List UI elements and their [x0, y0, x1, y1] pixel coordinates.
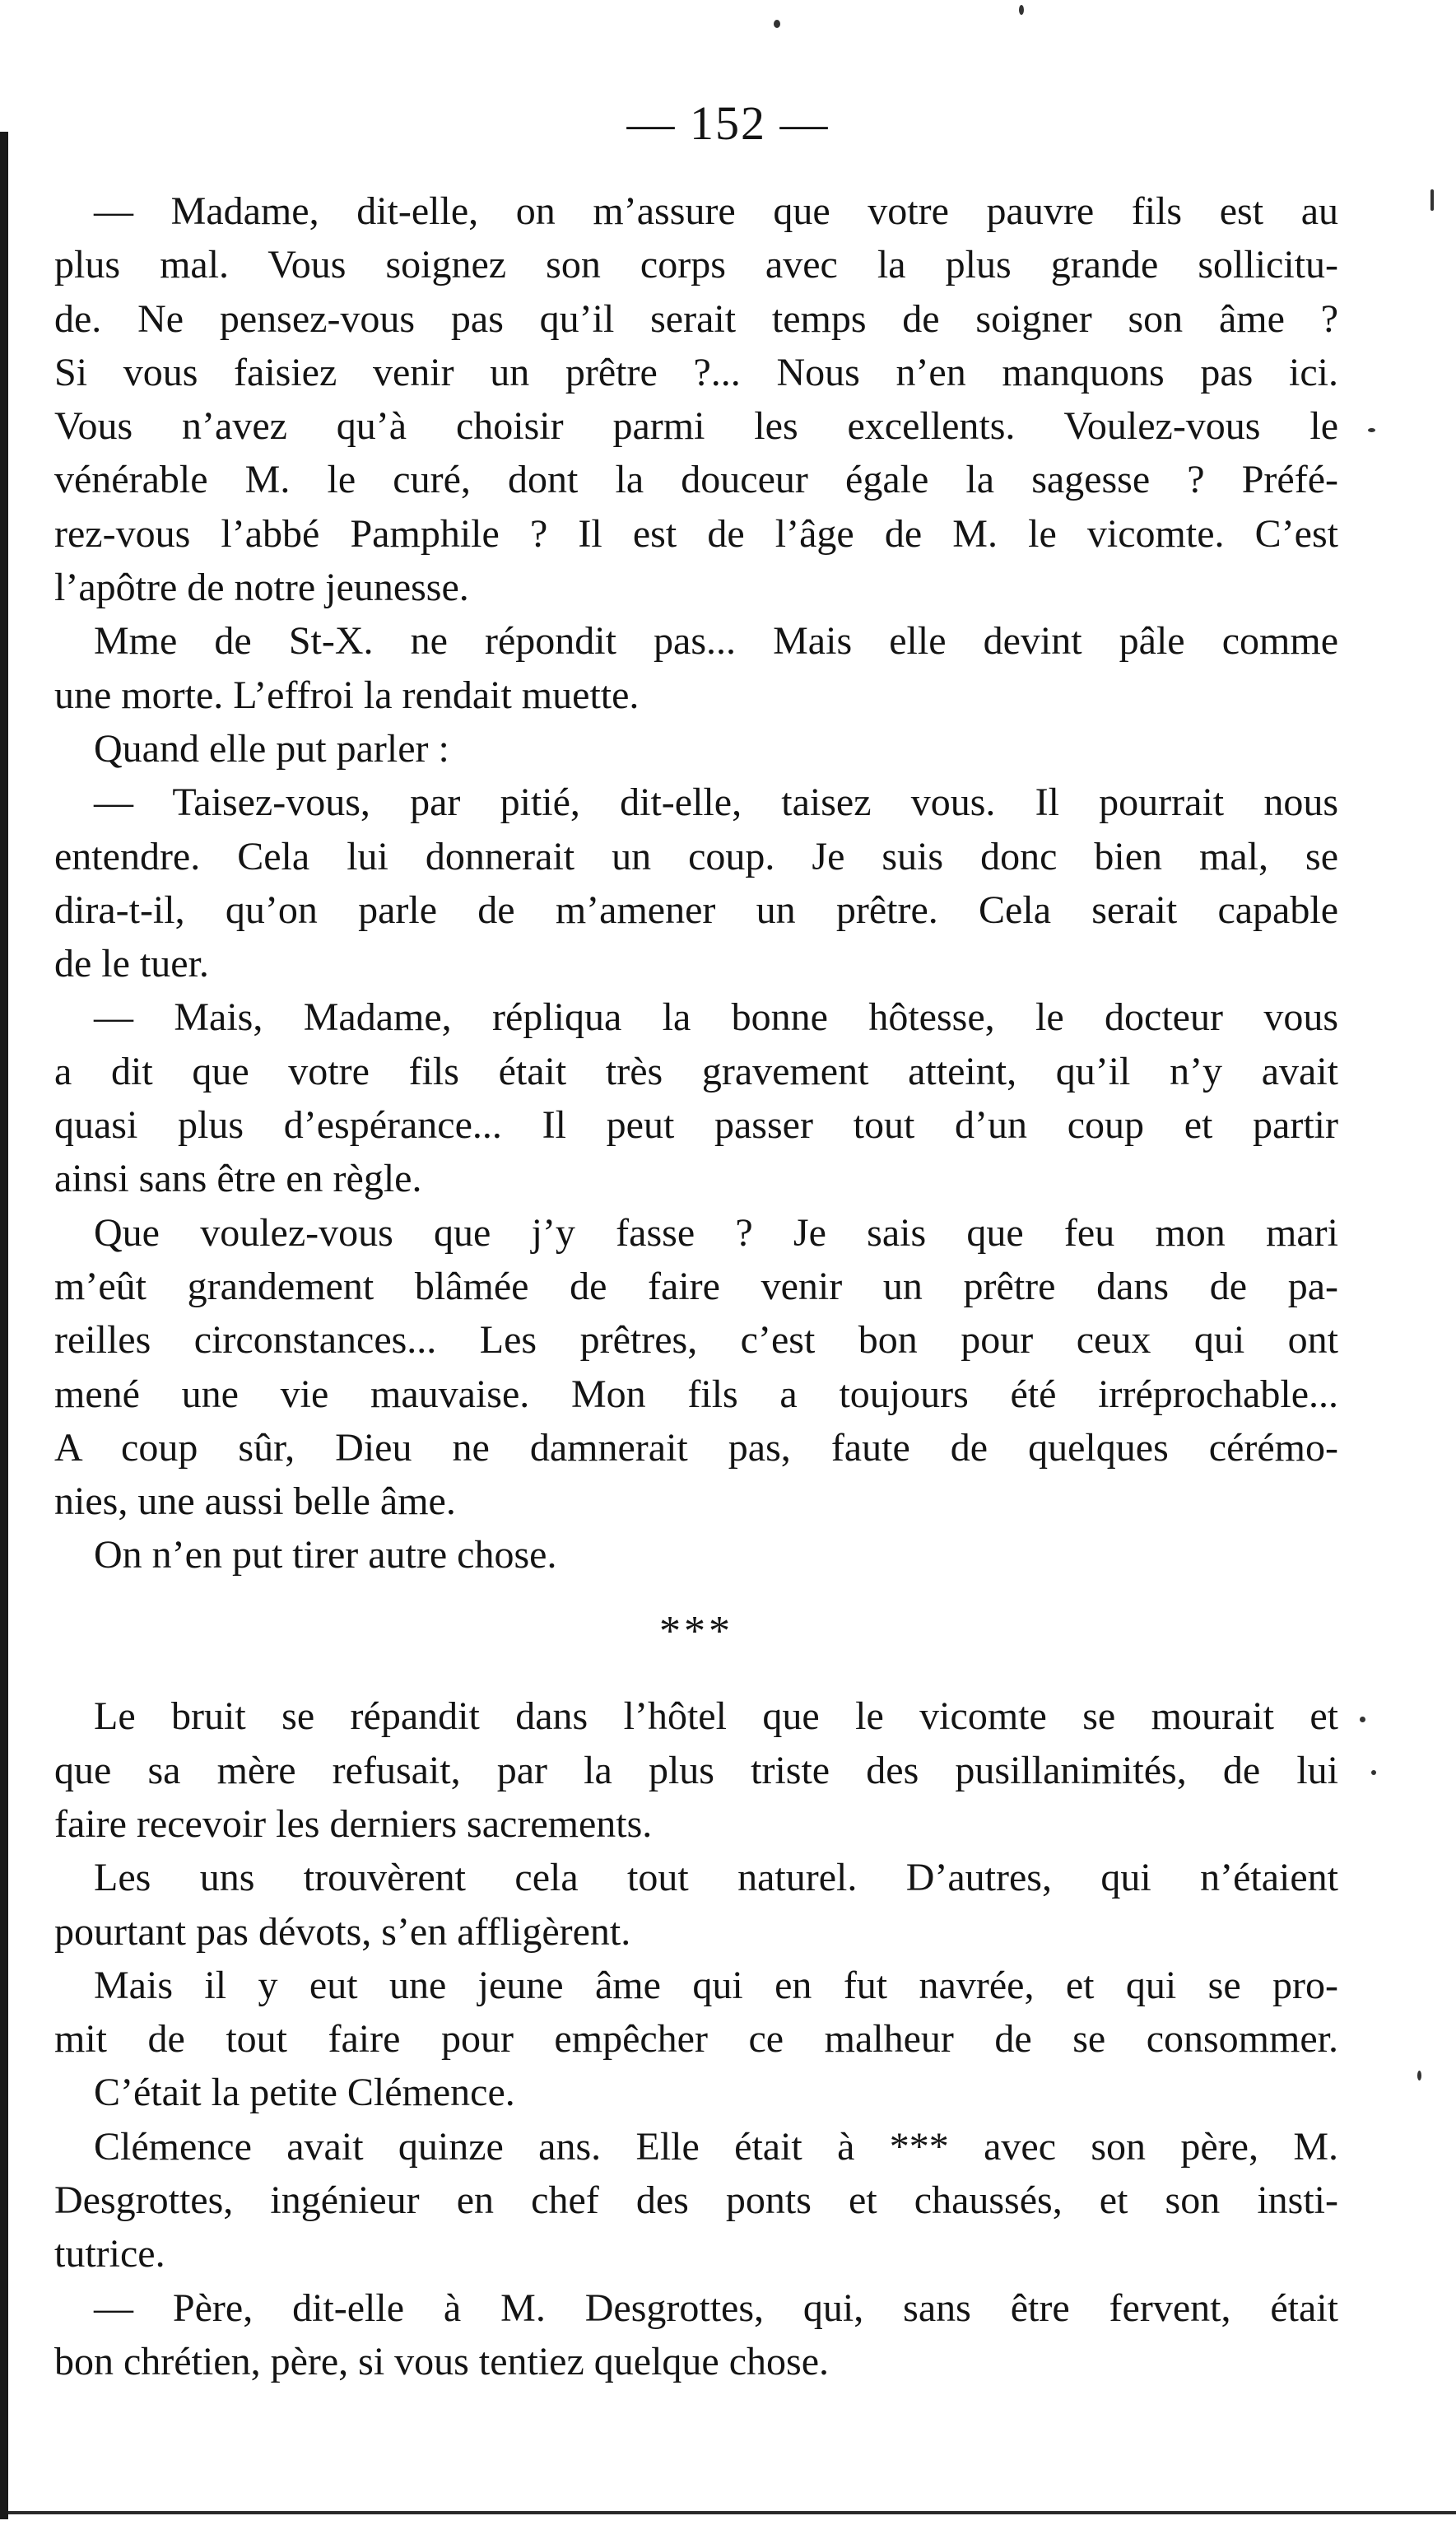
text-line: C’était la petite Clémence.: [94, 2071, 515, 2115]
text-line: Quand elle put parler :: [94, 726, 449, 771]
text-line: On n’en put tirer autre chose.: [94, 1533, 557, 1577]
text-line: tutrice.: [54, 2232, 165, 2276]
text-line: mené une vie mauvaise. Mon fils a toujours été irréprochable...: [54, 1372, 1338, 1416]
text-line: — Taisez-vous, par pitié, dit-elle, taisez vous. Il pourrait nous: [94, 780, 1338, 825]
text-line: dira-t-il, qu’on parle de m’amener un prêtre. Cela serait capable: [54, 888, 1338, 932]
text-line: faire recevoir les derniers sacrements.: [54, 1801, 653, 1846]
scan-speck: [1368, 428, 1375, 432]
text-line: pourtant pas dévots, s’en affligèrent.: [54, 1909, 631, 1954]
scan-speck: [1417, 2071, 1421, 2080]
text-line: Desgrottes, ingénieur en chef des ponts et chaussés, et son insti-: [54, 2178, 1338, 2222]
text-line: Que voulez-vous que j’y fasse ? Je sais que feu mon mari: [94, 1210, 1338, 1255]
scan-speck: [774, 20, 780, 28]
text-line: Les uns trouvèrent cela tout naturel. D’autres, qui n’étaient: [94, 1856, 1338, 1900]
scan-speck: [1430, 189, 1434, 211]
text-line: nies, une aussi belle âme.: [54, 1479, 456, 1524]
text-line: Si vous faisiez venir un prêtre ?... Nous n’en manquons pas ici.: [54, 350, 1338, 394]
scan-speck: [1019, 5, 1024, 15]
text-line: rez-vous l’abbé Pamphile ? Il est de l’âge de M. le vicomte. C’est: [54, 511, 1338, 556]
text-line: — Madame, dit-elle, on m’assure que votre pauvre fils est au: [94, 189, 1338, 233]
text-line: plus mal. Vous soignez son corps avec la plus grande sollicitu-: [54, 243, 1338, 287]
text-line: de le tuer.: [54, 942, 209, 986]
text-line: entendre. Cela lui donnerait un coup. Je suis donc bien mal, se: [54, 834, 1338, 878]
text-line: — Mais, Madame, répliqua la bonne hôtesse, le docteur vous: [94, 995, 1338, 1040]
text-line: Clémence avait quinze ans. Elle était à *** avec son père, M.: [94, 2124, 1338, 2169]
text-line: une morte. L’effroi la rendait muette.: [54, 673, 640, 717]
text-line: m’eût grandement blâmée de faire venir un prêtre dans de pa-: [54, 1264, 1338, 1308]
section-ornament: ***: [659, 1607, 733, 1655]
scan-speck: [1371, 1770, 1376, 1775]
text-line: de. Ne pensez-vous pas qu’il serait temps de soigner son âme ?: [54, 296, 1338, 341]
text-line: A coup sûr, Dieu ne damnerait pas, faute de quelques cérémo-: [54, 1425, 1338, 1470]
text-line: mit de tout faire pour empêcher ce malheur de se consommer.: [54, 2017, 1338, 2062]
text-line: reilles circonstances... Les prêtres, c’est bon pour ceux qui ont: [54, 1318, 1338, 1363]
text-line: Mais il y eut une jeune âme qui en fut navrée, et qui se pro-: [94, 1963, 1338, 2007]
text-line: a dit que votre fils était très gravement atteint, qu’il n’y avait: [54, 1049, 1338, 1093]
page-number: — 152 —: [626, 96, 830, 150]
text-line: quasi plus d’espérance... Il peut passer tout d’un coup et partir: [54, 1103, 1338, 1148]
text-line: que sa mère refusait, par la plus triste des pusillanimités, de lui: [54, 1748, 1338, 1792]
bottom-margin-shadow: [8, 2511, 1456, 2514]
text-line: ainsi sans être en règle.: [54, 1157, 422, 1201]
text-line: bon chrétien, père, si vous tentiez quelque chose.: [54, 2339, 830, 2383]
text-line: l’apôtre de notre jeunesse.: [54, 566, 469, 610]
text-line: Le bruit se répandit dans l’hôtel que le vicomte se mourait et: [94, 1694, 1338, 1739]
left-margin-shadow: [0, 132, 8, 2519]
text-line: vénérable M. le curé, dont la douceur égale la sagesse ? Préfé-: [54, 458, 1338, 502]
body-text: [54, 184, 1338, 2388]
scan-speck: [1360, 1717, 1365, 1722]
text-line: — Père, dit-elle à M. Desgrottes, qui, sans être fervent, était: [94, 2285, 1338, 2330]
text-line: Vous n’avez qu’à choisir parmi les excellents. Voulez-vous le: [54, 404, 1338, 449]
text-line: Mme de St-X. ne répondit pas... Mais elle devint pâle comme: [94, 619, 1338, 664]
